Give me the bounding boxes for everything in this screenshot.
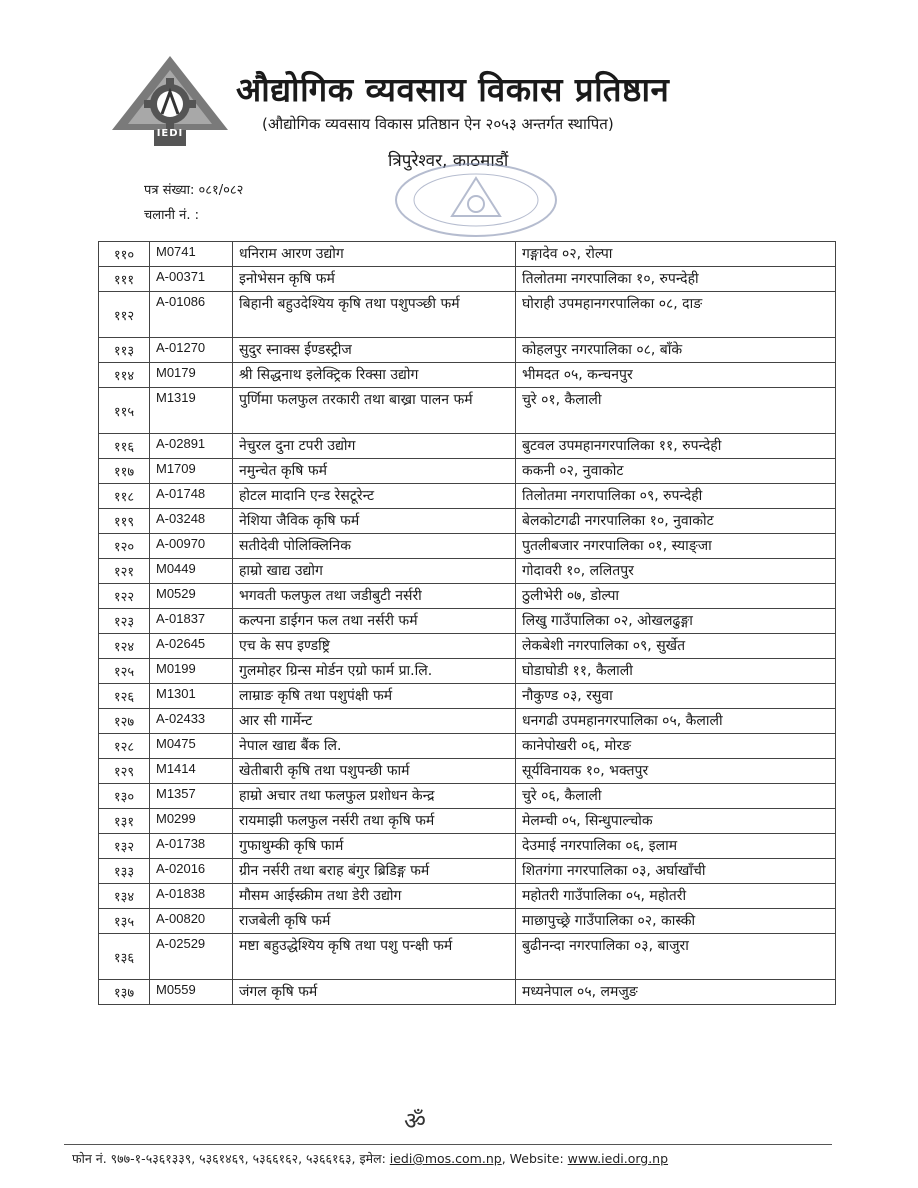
table-row bbox=[99, 859, 836, 884]
address-cell: माछापुच्छ्रे गाउँपालिका ०२, कास्की bbox=[516, 909, 836, 934]
table-row bbox=[99, 734, 836, 759]
serial-number-cell: १३१ bbox=[99, 809, 150, 834]
serial-number-cell: ११० bbox=[99, 242, 150, 267]
address-cell: गङ्गादेव ०२, रोल्पा bbox=[516, 242, 836, 267]
serial-number-cell: १११ bbox=[99, 267, 150, 292]
firm-name-cell: नमुन्चेत कृषि फर्म bbox=[233, 459, 516, 484]
serial-number-cell: ११८ bbox=[99, 484, 150, 509]
address-cell: बेलकोटगढी नगरपालिका १०, नुवाकोट bbox=[516, 509, 836, 534]
address-cell: बुढीनन्दा नगरपालिका ०३, बाजुरा bbox=[516, 934, 836, 980]
registration-code-cell: A-02433 bbox=[150, 709, 233, 734]
footer-website-label: , Website: bbox=[501, 1151, 564, 1166]
table-row bbox=[99, 834, 836, 859]
registration-table bbox=[98, 241, 836, 1005]
firm-name-cell: मष्टा बहुउद्धेश्यिय कृषि तथा पशु पन्क्षी फर्म bbox=[233, 934, 516, 980]
registration-code-cell: A-02529 bbox=[150, 934, 233, 980]
table-row bbox=[99, 709, 836, 734]
serial-number-cell: ११७ bbox=[99, 459, 150, 484]
firm-name-cell: हाम्रो खाद्य उद्योग bbox=[233, 559, 516, 584]
address-cell: बुटवल उपमहानगरपालिका ११, रुपन्देही bbox=[516, 434, 836, 459]
table-row bbox=[99, 242, 836, 267]
registration-code-cell: A-01738 bbox=[150, 834, 233, 859]
firm-name-cell: सुदुर स्नाक्स ईण्डस्ट्रीज bbox=[233, 338, 516, 363]
serial-number-cell: १३६ bbox=[99, 934, 150, 980]
serial-number-cell: १२१ bbox=[99, 559, 150, 584]
serial-number-cell: ११६ bbox=[99, 434, 150, 459]
table-row bbox=[99, 784, 836, 809]
registration-code-cell: M1319 bbox=[150, 388, 233, 434]
registration-code-cell: M1357 bbox=[150, 784, 233, 809]
address-cell: तिलोतमा नगरपालिका १०, रुपन्देही bbox=[516, 267, 836, 292]
registration-code-cell: M1301 bbox=[150, 684, 233, 709]
table-row bbox=[99, 267, 836, 292]
firm-name-cell: एच के सप इण्डष्ट्रि bbox=[233, 634, 516, 659]
registration-code-cell: M0741 bbox=[150, 242, 233, 267]
address-cell: कानेपोखरी ०६, मोरङ bbox=[516, 734, 836, 759]
table-row bbox=[99, 809, 836, 834]
address-cell: ककनी ०२, नुवाकोट bbox=[516, 459, 836, 484]
registration-code-cell: M0559 bbox=[150, 980, 233, 1005]
registration-code-cell: M0475 bbox=[150, 734, 233, 759]
table-row bbox=[99, 363, 836, 388]
address-cell: नौकुण्ड ०३, रसुवा bbox=[516, 684, 836, 709]
letter-number: पत्र संख्या: ०८१/०८२ bbox=[144, 183, 244, 198]
serial-number-cell: ११४ bbox=[99, 363, 150, 388]
firm-name-cell: होटल मादानि एन्ड रेसटूरेन्ट bbox=[233, 484, 516, 509]
registration-code-cell: A-01086 bbox=[150, 292, 233, 338]
footer-contact bbox=[72, 1150, 668, 1167]
table-row bbox=[99, 759, 836, 784]
footer-website-link[interactable]: www.iedi.org.np bbox=[567, 1151, 669, 1166]
serial-number-cell: ११३ bbox=[99, 338, 150, 363]
firm-name-cell: नेपाल खाद्य बैंक लि. bbox=[233, 734, 516, 759]
firm-name-cell: इनोभेसन कृषि फर्म bbox=[233, 267, 516, 292]
footer-email-link[interactable]: iedi@mos.com.np bbox=[389, 1151, 502, 1166]
table-row bbox=[99, 338, 836, 363]
address-cell: लेकबेशी नगरपालिका ०९, सुर्खेत bbox=[516, 634, 836, 659]
serial-number-cell: १३७ bbox=[99, 980, 150, 1005]
initial-signature: ॐ bbox=[404, 1107, 426, 1135]
address-cell: देउमाई नगरपालिका ०६, इलाम bbox=[516, 834, 836, 859]
footer-divider bbox=[64, 1144, 832, 1145]
serial-number-cell: १२३ bbox=[99, 609, 150, 634]
table-row bbox=[99, 434, 836, 459]
firm-name-cell: बिहानी बहुउदेश्यिय कृषि तथा पशुपञ्छी फर्म bbox=[233, 292, 516, 338]
firm-name-cell: भगवती फलफुल तथा जडीबुटी नर्सरी bbox=[233, 584, 516, 609]
table-row bbox=[99, 609, 836, 634]
serial-number-cell: १२८ bbox=[99, 734, 150, 759]
address-cell: कोहलपुर नगरपालिका ०८, बाँके bbox=[516, 338, 836, 363]
table-row bbox=[99, 884, 836, 909]
firm-name-cell: राजबेली कृषि फर्म bbox=[233, 909, 516, 934]
address-cell: पुतलीबजार नगरपालिका ०१, स्याङ्जा bbox=[516, 534, 836, 559]
address-cell: मेलम्ची ०५, सिन्धुपाल्चोक bbox=[516, 809, 836, 834]
serial-number-cell: १३४ bbox=[99, 884, 150, 909]
registration-code-cell: A-01838 bbox=[150, 884, 233, 909]
firm-name-cell: मौसम आईस्क्रीम तथा डेरी उद्योग bbox=[233, 884, 516, 909]
serial-number-cell: १३२ bbox=[99, 834, 150, 859]
table-row bbox=[99, 934, 836, 980]
firm-name-cell: पुर्णिमा फलफुल तरकारी तथा बाख्रा पालन फर्म bbox=[233, 388, 516, 434]
table-row bbox=[99, 980, 836, 1005]
table-row bbox=[99, 634, 836, 659]
logo-text: IEDI bbox=[156, 128, 184, 139]
registration-code-cell: M0299 bbox=[150, 809, 233, 834]
table-row bbox=[99, 559, 836, 584]
address-cell: सूर्यविनायक १०, भक्तपुर bbox=[516, 759, 836, 784]
serial-number-cell: १२० bbox=[99, 534, 150, 559]
serial-number-cell: १२९ bbox=[99, 759, 150, 784]
table-row bbox=[99, 509, 836, 534]
serial-number-cell: १३० bbox=[99, 784, 150, 809]
footer-phone: फोन नं. ९७७-१-५३६१३३९, ५३६१४६९, ५३६६१६२, ५३६६१६३, इमेल: bbox=[72, 1151, 386, 1166]
address-cell: चुरे ०१, कैलाली bbox=[516, 388, 836, 434]
address-cell: लिखु गाउँपालिका ०२, ओखलढुङ्गा bbox=[516, 609, 836, 634]
table-row bbox=[99, 484, 836, 509]
registration-code-cell: A-00820 bbox=[150, 909, 233, 934]
firm-name-cell: खेतीबारी कृषि तथा पशुपन्छी फार्म bbox=[233, 759, 516, 784]
serial-number-cell: १२२ bbox=[99, 584, 150, 609]
registration-code-cell: M0179 bbox=[150, 363, 233, 388]
address-cell: महोतरी गाउँपालिका ०५, महोतरी bbox=[516, 884, 836, 909]
address-cell: शितगंगा नगरपालिका ०३, अर्घाखाँची bbox=[516, 859, 836, 884]
table-row bbox=[99, 909, 836, 934]
firm-name-cell: नेचुरल दुना टपरी उद्योग bbox=[233, 434, 516, 459]
table-row bbox=[99, 684, 836, 709]
firm-name-cell: गुलमोहर ग्रिन्स मोर्डन एग्रो फार्म प्रा.लि. bbox=[233, 659, 516, 684]
table-row bbox=[99, 459, 836, 484]
address-cell: घोराही उपमहानगरपालिका ०८, दाङ bbox=[516, 292, 836, 338]
firm-name-cell: श्री सिद्धनाथ इलेक्ट्रिक रिक्सा उद्योग bbox=[233, 363, 516, 388]
table-row bbox=[99, 292, 836, 338]
firm-name-cell: जंगल कृषि फर्म bbox=[233, 980, 516, 1005]
dispatch-number: चलानी नं. : bbox=[144, 208, 200, 223]
firm-name-cell: धनिराम आरण उद्योग bbox=[233, 242, 516, 267]
organization-subtitle: (औद्योगिक व्यवसाय विकास प्रतिष्ठान ऐन २०५३ अन्तर्गत स्थापित) bbox=[262, 115, 614, 133]
serial-number-cell: १२४ bbox=[99, 634, 150, 659]
registration-code-cell: M0529 bbox=[150, 584, 233, 609]
serial-number-cell: १३५ bbox=[99, 909, 150, 934]
firm-name-cell: लाम्राङ कृषि तथा पशुपंक्षी फर्म bbox=[233, 684, 516, 709]
office-stamp bbox=[388, 160, 564, 240]
firm-name-cell: कल्पना डाईगन फल तथा नर्सरी फर्म bbox=[233, 609, 516, 634]
registration-code-cell: M1414 bbox=[150, 759, 233, 784]
registration-code-cell: A-02645 bbox=[150, 634, 233, 659]
registration-code-cell: A-02016 bbox=[150, 859, 233, 884]
address-cell: धनगढी उपमहानगरपालिका ०५, कैलाली bbox=[516, 709, 836, 734]
serial-number-cell: ११९ bbox=[99, 509, 150, 534]
registration-code-cell: A-01748 bbox=[150, 484, 233, 509]
registration-code-cell: A-03248 bbox=[150, 509, 233, 534]
serial-number-cell: १२७ bbox=[99, 709, 150, 734]
firm-name-cell: सतीदेवी पोलिक्लिनिक bbox=[233, 534, 516, 559]
firm-name-cell: नेशिया जैविक कृषि फर्म bbox=[233, 509, 516, 534]
serial-number-cell: १२६ bbox=[99, 684, 150, 709]
address-cell: भीमदत ०५, कन्चनपुर bbox=[516, 363, 836, 388]
organization-title: औद्योगिक व्यवसाय विकास प्रतिष्ठान bbox=[236, 70, 670, 109]
firm-name-cell: गुफाथुम्की कृषि फार्म bbox=[233, 834, 516, 859]
table-row bbox=[99, 388, 836, 434]
registration-code-cell: A-01837 bbox=[150, 609, 233, 634]
address-cell: तिलोतमा नगरापालिका ०९, रुपन्देही bbox=[516, 484, 836, 509]
table-row bbox=[99, 584, 836, 609]
serial-number-cell: ११५ bbox=[99, 388, 150, 434]
address-cell: गोदावरी १०, ललितपुर bbox=[516, 559, 836, 584]
registration-code-cell: M0449 bbox=[150, 559, 233, 584]
serial-number-cell: १३३ bbox=[99, 859, 150, 884]
table-row bbox=[99, 534, 836, 559]
firm-name-cell: आर सी गार्मेन्ट bbox=[233, 709, 516, 734]
firm-name-cell: ग्रीन नर्सरी तथा बराह बंगुर ब्रिडिङ्ग फर्म bbox=[233, 859, 516, 884]
firm-name-cell: हाम्रो अचार तथा फलफुल प्रशोधन केन्द्र bbox=[233, 784, 516, 809]
table-row bbox=[99, 659, 836, 684]
registration-code-cell: M0199 bbox=[150, 659, 233, 684]
serial-number-cell: ११२ bbox=[99, 292, 150, 338]
organization-location: त्रिपुरेश्वर, काठमाडौं bbox=[388, 151, 509, 171]
registration-code-cell: M1709 bbox=[150, 459, 233, 484]
address-cell: ठुलीभेरी ०७, डोल्पा bbox=[516, 584, 836, 609]
firm-name-cell: रायमाझी फलफुल नर्सरी तथा कृषि फर्म bbox=[233, 809, 516, 834]
serial-number-cell: १२५ bbox=[99, 659, 150, 684]
registration-code-cell: A-02891 bbox=[150, 434, 233, 459]
address-cell: मध्यनेपाल ०५, लमजुङ bbox=[516, 980, 836, 1005]
registration-code-cell: A-00371 bbox=[150, 267, 233, 292]
registration-code-cell: A-01270 bbox=[150, 338, 233, 363]
registration-code-cell: A-00970 bbox=[150, 534, 233, 559]
address-cell: घोडाघोडी ११, कैलाली bbox=[516, 659, 836, 684]
address-cell: चुरे ०६, कैलाली bbox=[516, 784, 836, 809]
